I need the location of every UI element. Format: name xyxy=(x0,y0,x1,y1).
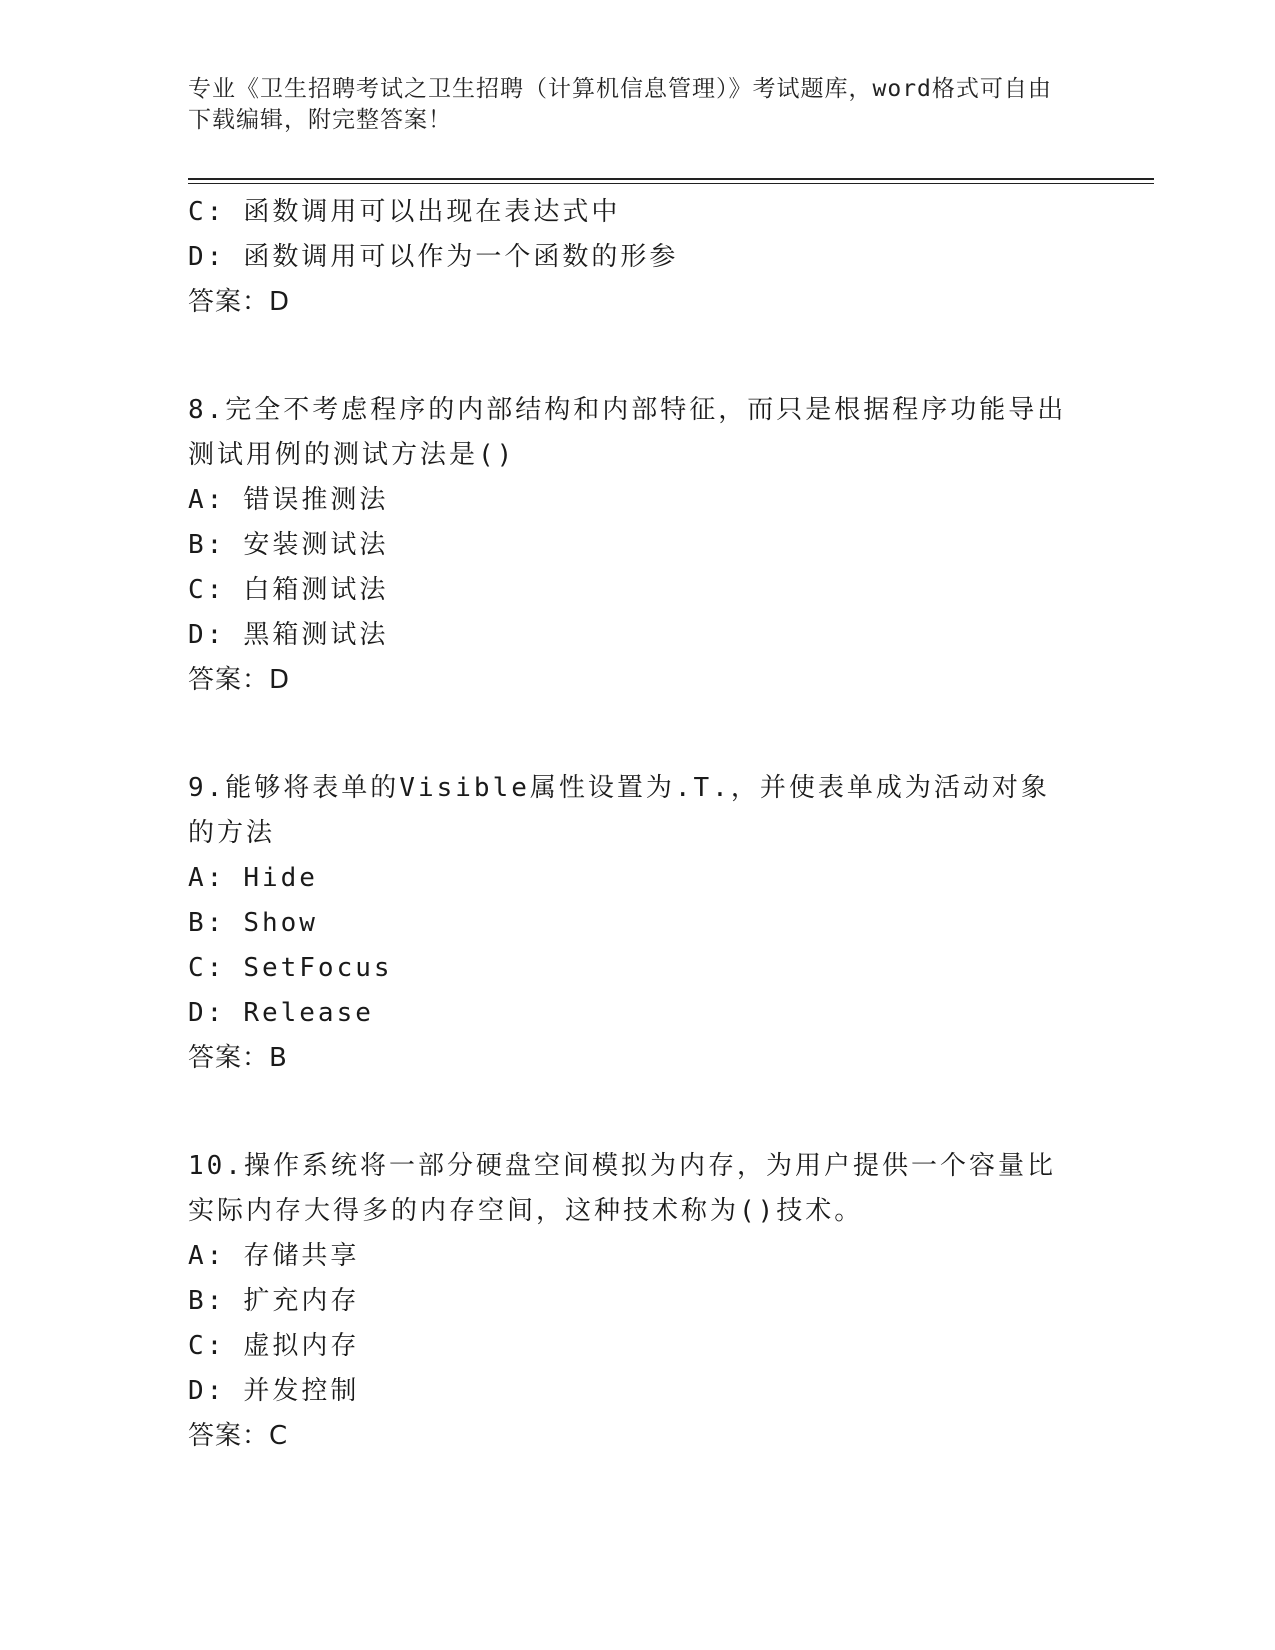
option-text: 虚拟内存 xyxy=(243,1331,360,1361)
option-label: A: xyxy=(188,863,226,893)
option-text: SetFocus xyxy=(243,953,393,983)
option-text: Release xyxy=(243,998,374,1028)
document-header: 专业《卫生招聘考试之卫生招聘（计算机信息管理）》考试题库，word格式可自由下载编辑，附完整答案！ xyxy=(188,76,1052,133)
option-text: Hide xyxy=(243,863,318,893)
question-stem: 8.完全不考虑程序的内部结构和内部特征，而只是根据程序功能导出测试用例的测试方法是() xyxy=(188,395,1067,470)
option-label: C: xyxy=(188,1331,226,1361)
option-label: B: xyxy=(188,1286,226,1316)
option-text: 黑箱测试法 xyxy=(243,620,389,650)
option-c xyxy=(188,946,1088,991)
option-a xyxy=(188,856,1088,901)
option-label: C: xyxy=(188,953,226,983)
option-text: 错误推测法 xyxy=(243,485,389,515)
question-stem: 9.能够将表单的Visible属性设置为.T.，并使表单成为活动对象的方法 xyxy=(188,773,1050,848)
option-a xyxy=(188,478,1088,523)
option-label: C: xyxy=(188,197,226,227)
option-text: 函数调用可以出现在表达式中 xyxy=(243,197,621,227)
option-label: A: xyxy=(188,485,226,515)
answer: 答案：B xyxy=(188,1043,288,1073)
document-body xyxy=(188,190,1088,1459)
option-b xyxy=(188,1279,1088,1324)
answer: 答案：D xyxy=(188,287,291,317)
option-label: B: xyxy=(188,530,226,560)
option-text: 并发控制 xyxy=(243,1376,360,1406)
option-text: 存储共享 xyxy=(243,1241,360,1271)
option-d xyxy=(188,991,1088,1036)
option-text: 扩充内存 xyxy=(243,1286,360,1316)
question-8 xyxy=(188,388,1088,703)
option-c xyxy=(188,190,1088,235)
option-label: A: xyxy=(188,1241,226,1271)
option-label: D: xyxy=(188,1376,226,1406)
answer: 答案：C xyxy=(188,1421,289,1451)
option-c xyxy=(188,1324,1088,1369)
option-text: 安装测试法 xyxy=(243,530,389,560)
option-d xyxy=(188,613,1088,658)
option-text: Show xyxy=(243,908,318,938)
header-rule-thick xyxy=(188,178,1154,180)
option-label: C: xyxy=(188,575,226,605)
option-d xyxy=(188,235,1088,280)
option-d xyxy=(188,1369,1088,1414)
option-a xyxy=(188,1234,1088,1279)
question-7-continuation xyxy=(188,190,1088,325)
question-9 xyxy=(188,766,1088,1081)
header-rule-thin xyxy=(188,183,1154,184)
option-label: D: xyxy=(188,620,226,650)
option-label: D: xyxy=(188,242,226,272)
option-label: D: xyxy=(188,998,226,1028)
question-stem: 10.操作系统将一部分硬盘空间模拟为内存，为用户提供一个容量比实际内存大得多的内存空间，这种技术称为()技术。 xyxy=(188,1151,1056,1226)
question-10 xyxy=(188,1144,1088,1459)
option-c xyxy=(188,568,1088,613)
option-b xyxy=(188,901,1088,946)
option-b xyxy=(188,523,1088,568)
option-text: 白箱测试法 xyxy=(243,575,389,605)
option-label: B: xyxy=(188,908,226,938)
option-text: 函数调用可以作为一个函数的形参 xyxy=(243,242,679,272)
answer: 答案：D xyxy=(188,665,291,695)
